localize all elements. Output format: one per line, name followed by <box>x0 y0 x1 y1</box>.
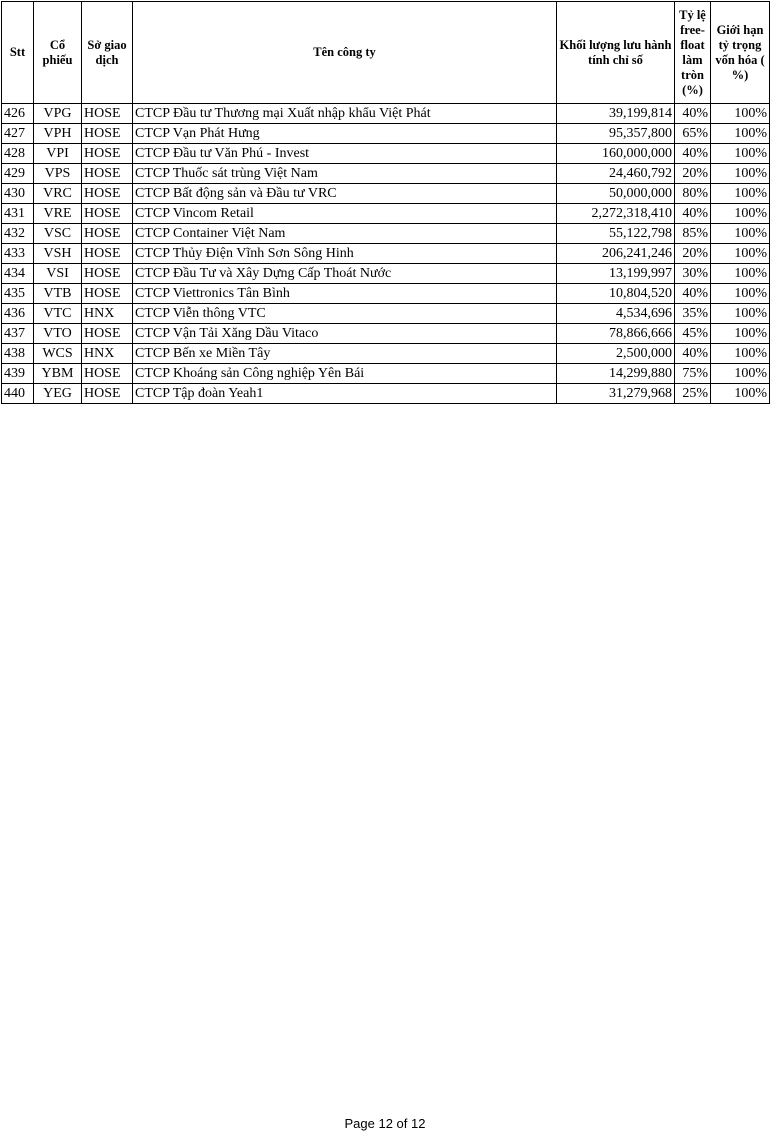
cell-freefloat: 30% <box>675 264 711 284</box>
cell-company-name: CTCP Thuốc sát trùng Việt Nam <box>133 164 557 184</box>
cell-cap-limit: 100% <box>711 164 770 184</box>
table-row <box>2 324 770 344</box>
cell-code: VTO <box>34 324 82 344</box>
stock-list-table <box>1 1 770 404</box>
cell-exchange: HOSE <box>82 144 133 164</box>
cell-exchange: HOSE <box>82 124 133 144</box>
cell-company-name: CTCP Vincom Retail <box>133 204 557 224</box>
cell-exchange: HOSE <box>82 204 133 224</box>
cell-freefloat: 75% <box>675 364 711 384</box>
header-shares: Khối lượng lưu hành tính chỉ số <box>557 2 675 104</box>
cell-code: VTB <box>34 284 82 304</box>
page-number: Page 12 of 12 <box>344 1116 426 1131</box>
table-row <box>2 104 770 124</box>
cell-stt: 437 <box>2 324 34 344</box>
cell-freefloat: 85% <box>675 224 711 244</box>
cell-company-name: CTCP Đầu tư Thương mại Xuất nhập khẩu Việt Phát <box>133 104 557 124</box>
cell-freefloat: 25% <box>675 384 711 404</box>
cell-company-name: CTCP Viễn thông VTC <box>133 304 557 324</box>
cell-code: VPH <box>34 124 82 144</box>
cell-code: VSI <box>34 264 82 284</box>
cell-shares: 206,241,246 <box>557 244 675 264</box>
table-row <box>2 124 770 144</box>
cell-cap-limit: 100% <box>711 264 770 284</box>
cell-code: VPS <box>34 164 82 184</box>
cell-code: WCS <box>34 344 82 364</box>
cell-exchange: HOSE <box>82 364 133 384</box>
cell-company-name: CTCP Khoáng sản Công nghiệp Yên Bái <box>133 364 557 384</box>
table-row <box>2 264 770 284</box>
cell-cap-limit: 100% <box>711 344 770 364</box>
cell-stt: 439 <box>2 364 34 384</box>
cell-code: YBM <box>34 364 82 384</box>
cell-freefloat: 40% <box>675 104 711 124</box>
cell-company-name: CTCP Tập đoàn Yeah1 <box>133 384 557 404</box>
cell-freefloat: 45% <box>675 324 711 344</box>
cell-code: VPG <box>34 104 82 124</box>
cell-stt: 426 <box>2 104 34 124</box>
cell-cap-limit: 100% <box>711 244 770 264</box>
cell-shares: 31,279,968 <box>557 384 675 404</box>
cell-cap-limit: 100% <box>711 364 770 384</box>
table-row <box>2 364 770 384</box>
cell-freefloat: 80% <box>675 184 711 204</box>
cell-freefloat: 40% <box>675 344 711 364</box>
cell-cap-limit: 100% <box>711 284 770 304</box>
cell-shares: 2,272,318,410 <box>557 204 675 224</box>
cell-exchange: HOSE <box>82 224 133 244</box>
cell-shares: 10,804,520 <box>557 284 675 304</box>
cell-exchange: HOSE <box>82 244 133 264</box>
cell-company-name: CTCP Vạn Phát Hưng <box>133 124 557 144</box>
table-row <box>2 164 770 184</box>
cell-company-name: CTCP Vận Tải Xăng Dầu Vitaco <box>133 324 557 344</box>
cell-freefloat: 40% <box>675 284 711 304</box>
header-code: Cổ phiếu <box>34 2 82 104</box>
table-row <box>2 284 770 304</box>
cell-exchange: HOSE <box>82 284 133 304</box>
cell-exchange: HOSE <box>82 384 133 404</box>
cell-stt: 435 <box>2 284 34 304</box>
cell-shares: 24,460,792 <box>557 164 675 184</box>
cell-freefloat: 65% <box>675 124 711 144</box>
cell-code: VSC <box>34 224 82 244</box>
table-row <box>2 204 770 224</box>
cell-company-name: CTCP Bến xe Miền Tây <box>133 344 557 364</box>
cell-code: VPI <box>34 144 82 164</box>
cell-shares: 2,500,000 <box>557 344 675 364</box>
cell-cap-limit: 100% <box>711 184 770 204</box>
cell-code: VRE <box>34 204 82 224</box>
table-header-row <box>2 2 770 104</box>
table-row <box>2 304 770 324</box>
cell-freefloat: 40% <box>675 204 711 224</box>
cell-cap-limit: 100% <box>711 224 770 244</box>
cell-shares: 55,122,798 <box>557 224 675 244</box>
cell-exchange: HOSE <box>82 324 133 344</box>
cell-exchange: HNX <box>82 304 133 324</box>
cell-cap-limit: 100% <box>711 304 770 324</box>
cell-company-name: CTCP Đầu tư Văn Phú - Invest <box>133 144 557 164</box>
cell-stt: 436 <box>2 304 34 324</box>
cell-stt: 433 <box>2 244 34 264</box>
cell-stt: 438 <box>2 344 34 364</box>
cell-exchange: HNX <box>82 344 133 364</box>
cell-code: VSH <box>34 244 82 264</box>
cell-stt: 431 <box>2 204 34 224</box>
table-row <box>2 184 770 204</box>
header-exchange: Sở giao dịch <box>82 2 133 104</box>
cell-shares: 14,299,880 <box>557 364 675 384</box>
cell-freefloat: 40% <box>675 144 711 164</box>
table-body <box>2 104 770 404</box>
cell-exchange: HOSE <box>82 184 133 204</box>
cell-shares: 13,199,997 <box>557 264 675 284</box>
cell-company-name: CTCP Thủy Điện Vĩnh Sơn Sông Hinh <box>133 244 557 264</box>
cell-freefloat: 20% <box>675 244 711 264</box>
cell-stt: 430 <box>2 184 34 204</box>
header-freefloat: Tỷ lệ free-float làm tròn (%) <box>675 2 711 104</box>
cell-shares: 39,199,814 <box>557 104 675 124</box>
cell-shares: 4,534,696 <box>557 304 675 324</box>
cell-company-name: CTCP Container Việt Nam <box>133 224 557 244</box>
table-row <box>2 384 770 404</box>
cell-stt: 432 <box>2 224 34 244</box>
cell-exchange: HOSE <box>82 264 133 284</box>
table-row <box>2 344 770 364</box>
table-row <box>2 144 770 164</box>
cell-code: YEG <box>34 384 82 404</box>
cell-stt: 429 <box>2 164 34 184</box>
cell-company-name: CTCP Đầu Tư và Xây Dựng Cấp Thoát Nước <box>133 264 557 284</box>
cell-stt: 428 <box>2 144 34 164</box>
cell-freefloat: 35% <box>675 304 711 324</box>
cell-shares: 160,000,000 <box>557 144 675 164</box>
cell-cap-limit: 100% <box>711 324 770 344</box>
cell-cap-limit: 100% <box>711 144 770 164</box>
table-row <box>2 224 770 244</box>
header-stt: Stt <box>2 2 34 104</box>
cell-shares: 95,357,800 <box>557 124 675 144</box>
cell-exchange: HOSE <box>82 164 133 184</box>
cell-company-name: CTCP Bất động sản và Đầu tư VRC <box>133 184 557 204</box>
cell-freefloat: 20% <box>675 164 711 184</box>
cell-company-name: CTCP Viettronics Tân Bình <box>133 284 557 304</box>
cell-cap-limit: 100% <box>711 204 770 224</box>
cell-shares: 78,866,666 <box>557 324 675 344</box>
header-cap-limit: Giới hạn tỷ trọng vốn hóa ( %) <box>711 2 770 104</box>
cell-stt: 427 <box>2 124 34 144</box>
cell-code: VRC <box>34 184 82 204</box>
table-row <box>2 244 770 264</box>
cell-stt: 440 <box>2 384 34 404</box>
cell-code: VTC <box>34 304 82 324</box>
cell-stt: 434 <box>2 264 34 284</box>
cell-cap-limit: 100% <box>711 384 770 404</box>
cell-cap-limit: 100% <box>711 104 770 124</box>
header-company-name: Tên công ty <box>133 2 557 104</box>
cell-cap-limit: 100% <box>711 124 770 144</box>
cell-exchange: HOSE <box>82 104 133 124</box>
cell-shares: 50,000,000 <box>557 184 675 204</box>
